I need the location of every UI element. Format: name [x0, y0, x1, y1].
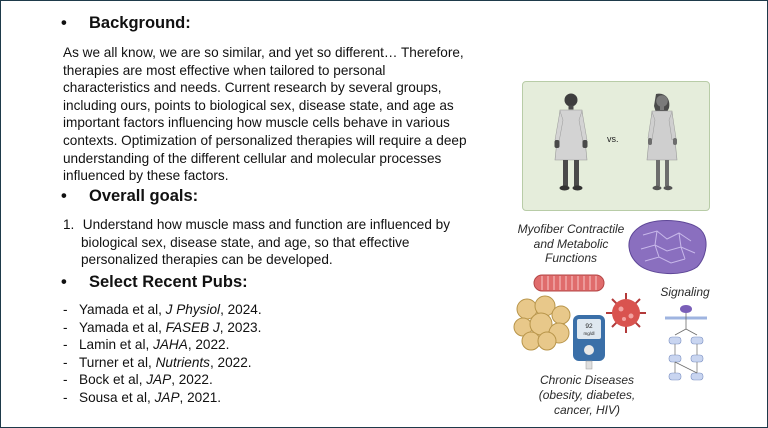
- pub-item: - Yamada et al, J Physiol, 2024.: [63, 302, 262, 317]
- signaling-pathway-icon: [663, 303, 709, 391]
- pub-item: - Turner et al, Nutrients, 2022.: [63, 354, 252, 370]
- goals-heading: • Overall goals:: [61, 187, 199, 205]
- female-patient-icon: [647, 94, 677, 191]
- chronic-diseases-label: Chronic Diseases (obesity, diabetes, cancer, HIV): [538, 373, 636, 417]
- myofiber-label: Myofiber Contractile and Metabolic Functions: [517, 222, 625, 265]
- bullet-icon: •: [61, 273, 67, 291]
- male-patient-icon: [555, 94, 588, 191]
- muscle-tissue-icon: [627, 219, 709, 275]
- sex-comparison-panel: [522, 81, 710, 211]
- goal-item: 1. Understand how muscle mass and function are influenced by biological sex, disease state, and age, so that effective personalized therapies can be developed.: [63, 216, 493, 269]
- pubs-list: [63, 301, 262, 407]
- patients-illustration: [523, 82, 709, 210]
- pubs-heading: • Select Recent Pubs:: [61, 273, 248, 291]
- journal-name: Nutrients: [155, 354, 210, 370]
- journal-name: JAHA: [153, 337, 188, 353]
- glucometer-unit: mg/dl: [583, 331, 595, 336]
- virus-icon: [604, 291, 648, 335]
- background-heading: • Background:: [61, 14, 191, 32]
- journal-name: FASEB J: [165, 319, 220, 335]
- text-line: personalized therapies can be developed.: [81, 252, 333, 268]
- text-line: therapies are most effective when tailored to personal: [63, 62, 386, 78]
- text-line: understanding of the different cellular and molecular processes: [63, 150, 442, 166]
- text-line: including ours, points to biological sex, disease state, and age as: [63, 97, 454, 113]
- glucometer-reading: 92: [585, 323, 593, 330]
- myofiber-icon: [532, 273, 606, 293]
- text-line: contexts. Optimization of personalized therapies will require a deep: [63, 132, 467, 148]
- text-line: biological sex, disease state, and age, so that effective: [81, 234, 410, 250]
- bullet-icon: •: [61, 187, 67, 205]
- journal-name: JAP: [154, 389, 180, 405]
- pub-item: - Yamada et al, FASEB J, 2023.: [63, 319, 262, 335]
- pub-item: - Bock et al, JAP, 2022.: [63, 372, 213, 388]
- bullet-icon: •: [61, 14, 67, 32]
- journal-name: JAP: [146, 372, 172, 388]
- text-line: influenced by these factors.: [63, 168, 229, 184]
- fat-cells-icon: [513, 295, 571, 351]
- goal-number: 1.: [63, 217, 75, 232]
- journal-name: J Physiol: [165, 302, 221, 317]
- pub-item: - Sousa et al, JAP, 2021.: [63, 389, 222, 405]
- vs-label: vs.: [607, 134, 619, 144]
- background-paragraph: [63, 44, 503, 185]
- text-line: As we all know, we are so similar, and yet so different… Therefore,: [63, 45, 464, 60]
- glucometer-icon: [571, 313, 607, 371]
- pub-item: - Lamin et al, JAHA, 2022.: [63, 337, 230, 353]
- text-line: characteristics and needs. Current research by several groups,: [63, 80, 442, 96]
- signaling-label: Signaling: [660, 285, 710, 299]
- text-line: important factors influencing how muscle cells behave in various: [63, 115, 450, 131]
